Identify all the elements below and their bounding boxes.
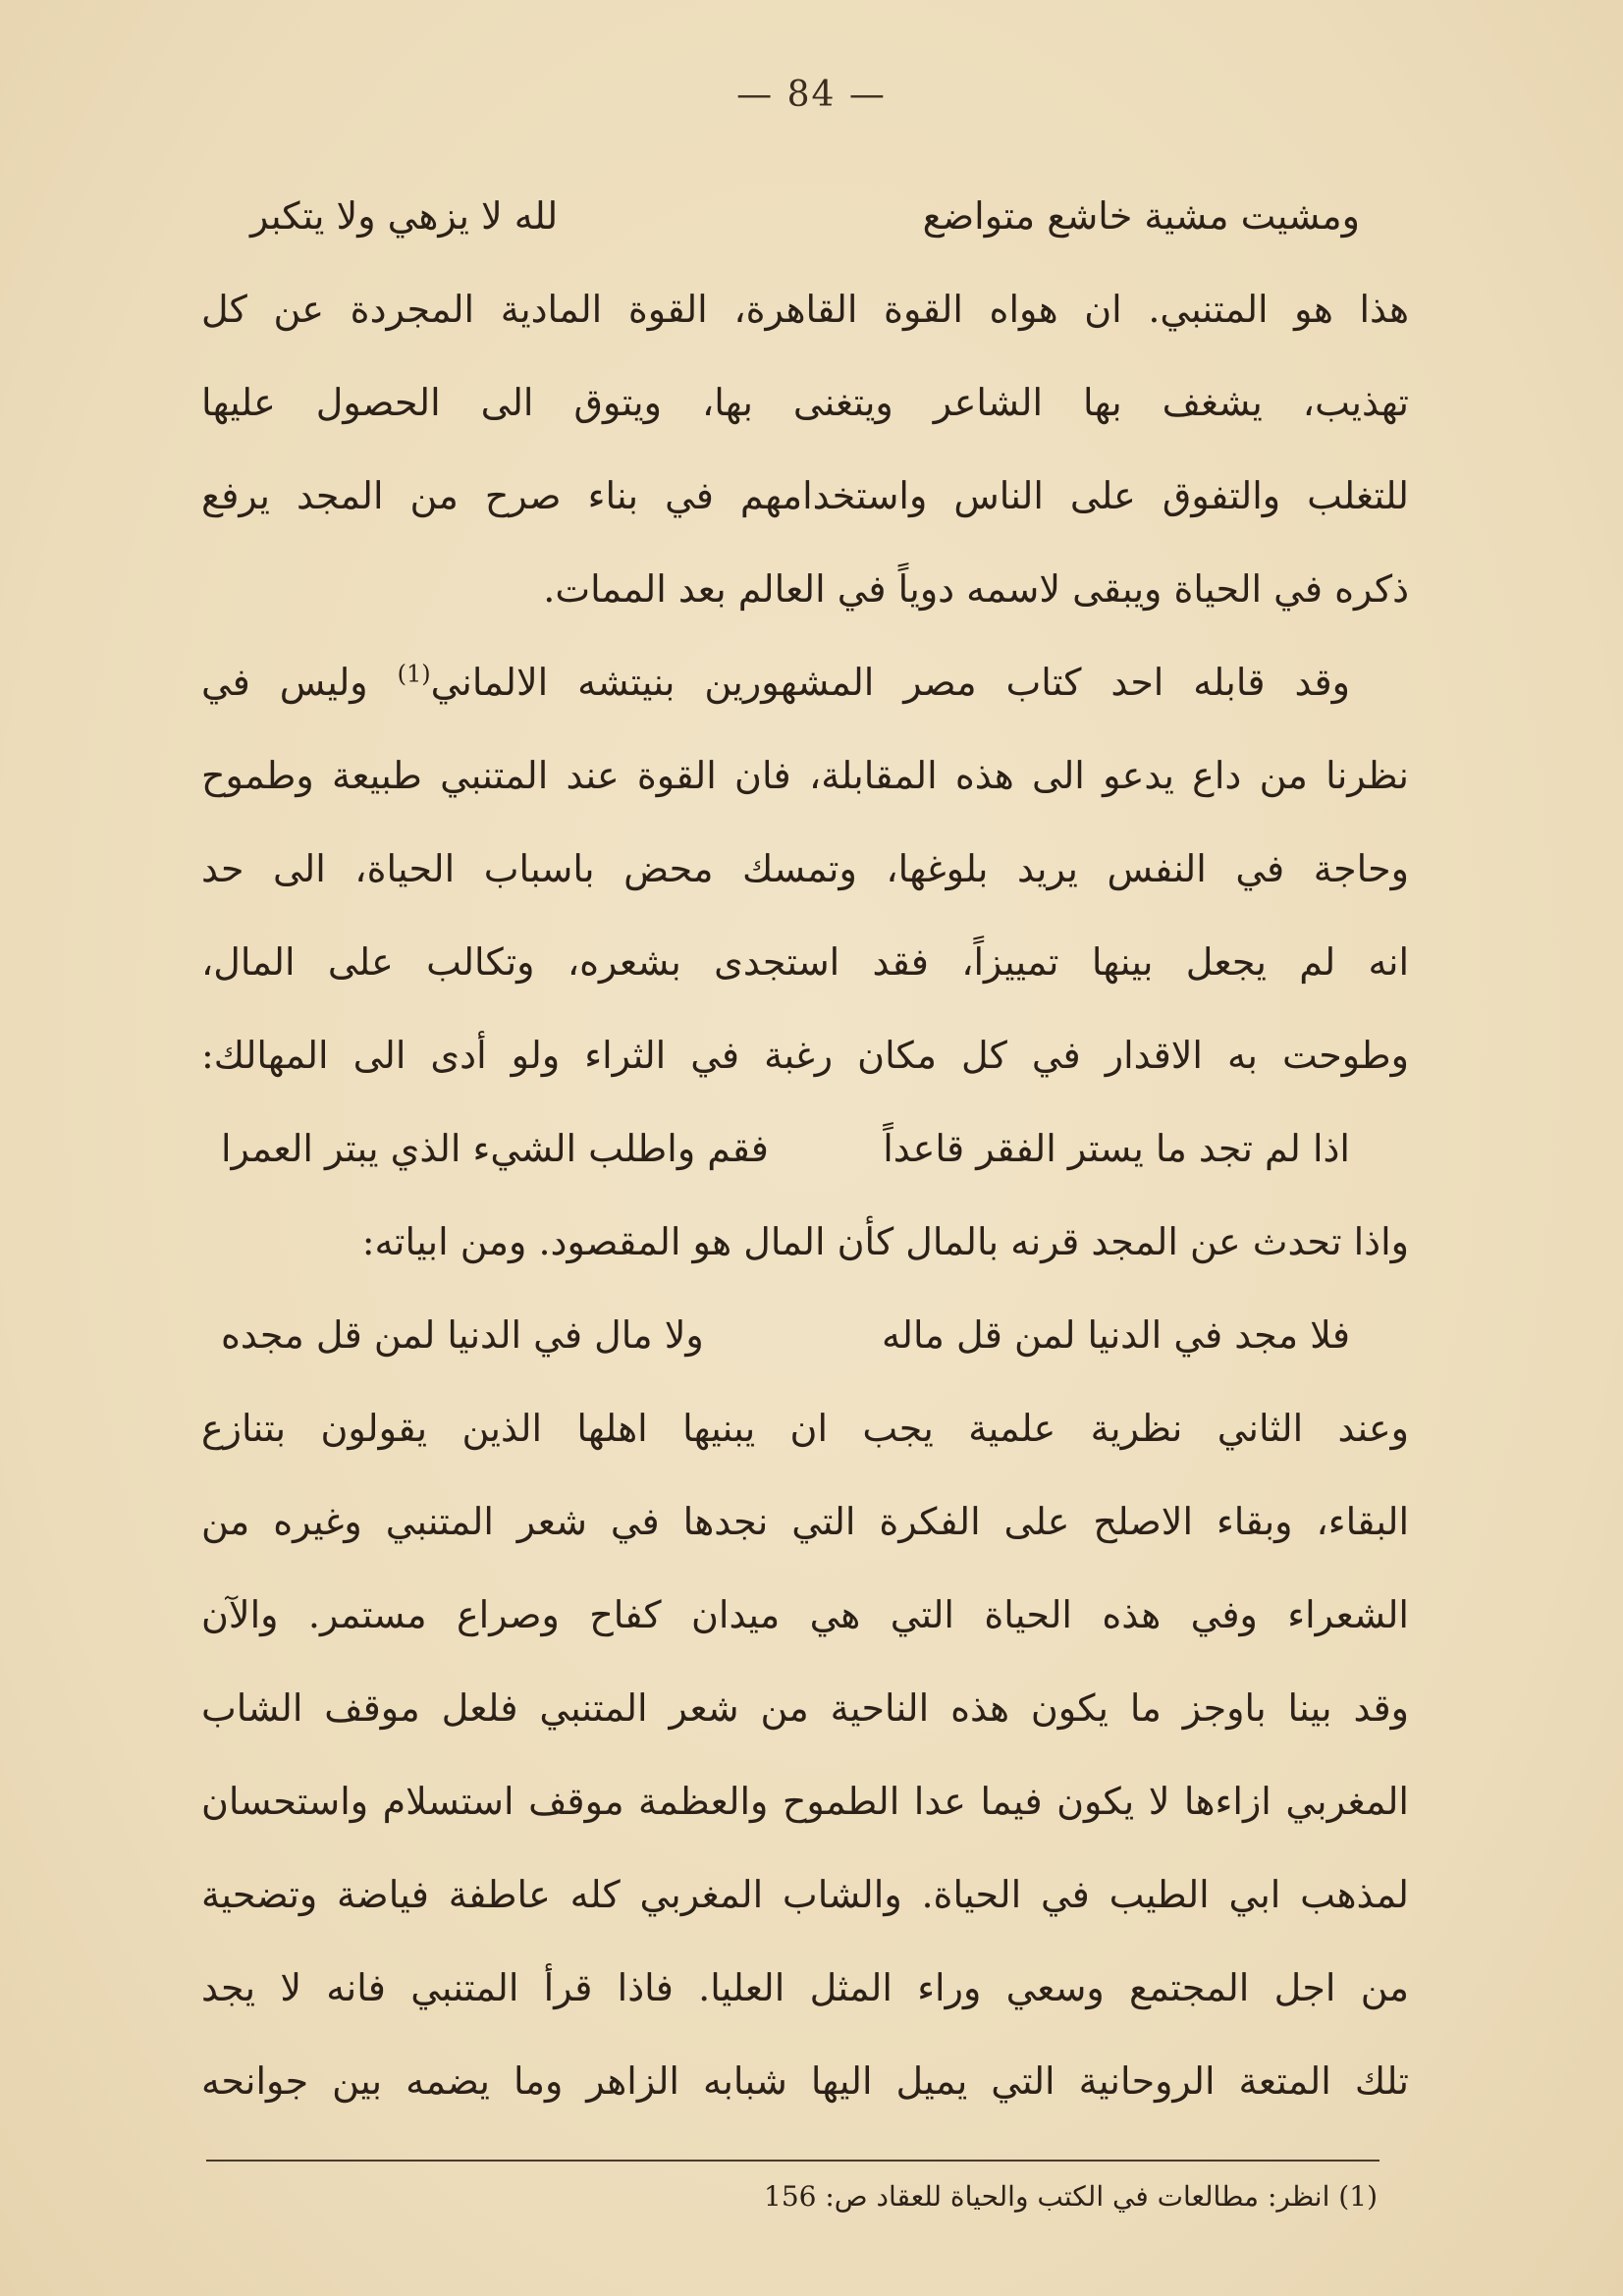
text-line: من اجل المجتمع وسعي وراء المثل العليا. فاذا قرأ المتنبي فانه لا يجد [201,1966,1409,2009]
text-segment: وقد قابله احد كتاب مصر المشهورين بنيتشه الالماني [430,661,1350,704]
text-line: وقد بينا باوجز ما يكون هذه الناحية من شعر المتنبي فلعل موقف الشاب [201,1686,1409,1730]
text-line: نظرنا من داع يدعو الى هذه المقابلة، فان القوة عند المتنبي طبيعة وطموح [201,754,1409,797]
footnote [764,2177,1378,2216]
verse-hemistich-first: فلا مجد في الدنيا لمن قل ماله [882,1313,1350,1357]
text-line: للتغلب والتفوق على الناس واستخدامهم في بناء صرح من المجد يرفع [201,474,1409,517]
text-line: الشعراء وفي هذه الحياة التي هي ميدان كفاح وصراع مستمر. والآن [201,1593,1409,1636]
footnote-marker: (1) [397,660,431,688]
footnote-divider [206,2160,1380,2162]
text-line: البقاء، وبقاء الاصلح على الفكرة التي نجدها في شعر المتنبي وغيره من [201,1500,1409,1543]
text-line: انه لم يجعل بينها تمييزاً، فقد استجدى بشعره، وتكالب على المال، [201,940,1409,984]
verse-hemistich-second: ولا مال في الدنيا لمن قل مجده [221,1313,704,1357]
verse-line [201,177,1409,255]
text-line: تلك المتعة الروحانية التي يميل اليها شبابه الزاهر وما يضمه بين جوانحه [201,2059,1409,2103]
text-line: وعند الثاني نظرية علمية يجب ان يبنيها اهلها الذين يقولون بتنازع [201,1407,1409,1450]
footnote-text: انظر: مطالعات في الكتب والحياة للعقاد ص: 156 [764,2180,1330,2213]
verse-hemistich-first: ومشيت مشية خاشع متواضع [922,194,1360,238]
text-line: لمذهب ابي الطيب في الحياة. والشاب المغربي كله عاطفة فياضة وتضحية [201,1873,1409,1916]
verse-hemistich-first: اذا لم تجد ما يستر الفقر قاعداً [883,1127,1350,1170]
footnote-marker: (1) [1338,2180,1378,2213]
page-number: — 84 — [736,75,887,115]
text-line: المغربي ازاءها لا يكون فيما عدا الطموح والعظمة موقف استسلام واستحسان [201,1780,1409,1823]
text-line: تهذيب، يشغف بها الشاعر ويتغنى بها، ويتوق الى الحصول عليها [201,381,1409,424]
verse-hemistich-second: فقم واطلب الشيء الذي يبتر العمرا [221,1127,769,1170]
text-line: ذكره في الحياة ويبقى لاسمه دوياً في العالم بعد الممات. [543,567,1409,611]
verse-line [201,1296,1409,1374]
text-segment: وليس في [201,661,368,704]
text-line: وحاجة في النفس يريد بلوغها، وتمسك محض باسباب الحياة، الى حد [201,847,1409,890]
verse-line [201,1109,1409,1188]
text-line [201,643,1409,721]
text-line: وطوحت به الاقدار في كل مكان رغبة في الثراء ولو أدى الى المهالك: [201,1034,1409,1077]
text-line: هذا هو المتنبي. ان هواه القوة القاهرة، القوة المادية المجردة عن كل [201,288,1409,331]
verse-hemistich-second: لله لا يزهي ولا يتكبر [250,194,559,238]
text-line: واذا تحدث عن المجد قرنه بالمال كأن المال هو المقصود. ومن ابياته: [361,1220,1409,1263]
